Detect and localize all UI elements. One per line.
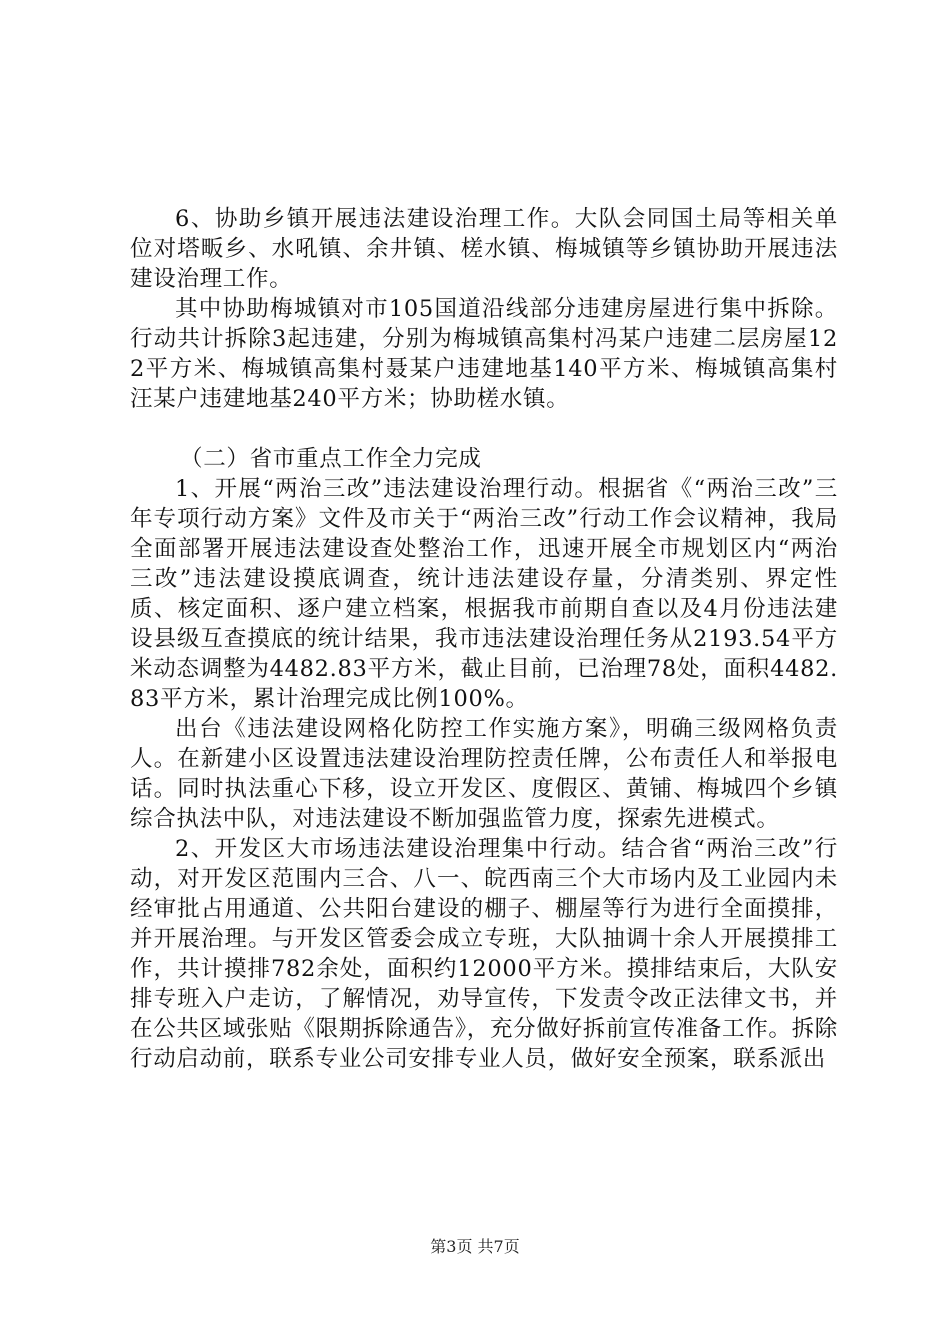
paragraph-assist-towns: 6、协助乡镇开展违法建设治理工作。大队会同国土局等相关单位对塔畈乡、水吼镇、余井镇、槎水镇、梅城镇等乡镇协助开展违法建设治理工作。: [130, 206, 838, 292]
paragraph-grid-prevention: 出台《违法建设网格化防控工作实施方案》，明确三级网格负责人。在新建小区设置违法建设治理防控责任牌，公布责任人和举报电话。同时执法重心下移，设立开发区、度假区、黄铺、梅城四个乡镇综合执法中队，对违法建设不断加强监管力度，探索先进模式。: [130, 716, 838, 832]
page-footer: 第3页 共7页: [430, 1237, 520, 1256]
section-heading: （二）省市重点工作全力完成: [180, 446, 482, 472]
document-body: [130, 204, 838, 1074]
paragraph-market-action: 2、开发区大市场违法建设治理集中行动。结合省“两治三改”行动，对开发区范围内三合、八一、皖西南三个大市场内及工业园内未经审批占用通道、公共阳台建设的棚子、棚屋等行为进行全面摸排，并开展治理。与开发区管委会成立专班，大队抽调十余人开展摸排工作，共计摸排782余处，面积约12000平方米。摸排结束后，大队安排专班入户走访，了解情况，劝导宣传，下发责令改正法律文书，并在公共区域张贴《限期拆除通告》，充分做好拆前宣传准备工作。拆除行动启动前，联系专业公司安排专业人员，做好安全预案，联系派出: [130, 836, 838, 1072]
paragraph-meicheng-demolition: 其中协助梅城镇对市105国道沿线部分违建房屋进行集中拆除。行动共计拆除3起违建，分别为梅城镇高集村冯某户违建二层房屋122平方米、梅城镇高集村聂某户违建地基140平方米、梅城镇高集村汪某户违建地基240平方米；协助槎水镇。: [130, 296, 838, 412]
paragraph-liangzhi-sangai: 1、开展“两治三改”违法建设治理行动。根据省《“两治三改”三年专项行动方案》文件及市关于“两治三改”行动工作会议精神，我局全面部署开展违法建设查处整治工作，迅速开展全市规划区内“两治三改”违法建设摸底调查，统计违法建设存量，分清类别、界定性质、核定面积、逐户建立档案，根据我市前期自查以及4月份违法建设县级互查摸底的统计结果，我市违法建设治理任务从2193.54平方米动态调整为4482.83平方米，截止目前，已治理78处，面积4482.83平方米，累计治理完成比例100%。: [130, 476, 838, 712]
